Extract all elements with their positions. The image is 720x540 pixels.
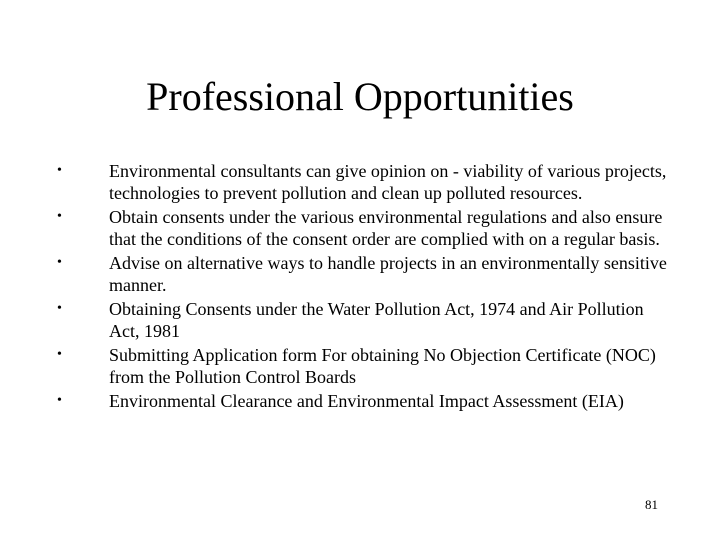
- bullet-text: Advise on alternative ways to handle projects in an environmentally sensitive manner.: [109, 253, 667, 295]
- bullet-icon: •: [57, 255, 62, 270]
- bullet-item: [57, 160, 667, 204]
- bullet-text: Environmental Clearance and Environmental Impact Assessment (EIA): [109, 391, 624, 411]
- bullet-icon: •: [57, 347, 62, 362]
- slide-title: Professional Opportunities: [146, 74, 574, 119]
- bullet-item: [57, 252, 667, 296]
- bullet-text: Obtain consents under the various environmental regulations and also ensure that the conditions of the consent order are complied with on a regular basis.: [109, 207, 663, 249]
- bullet-text: Environmental consultants can give opinion on - viability of various projects, technologies to prevent pollution and clean up polluted resources.: [109, 161, 667, 203]
- page-number: 81: [645, 497, 658, 512]
- bullet-icon: •: [57, 393, 62, 408]
- bullet-icon: •: [57, 301, 62, 316]
- bullet-item: [57, 344, 667, 388]
- bullet-item: [57, 206, 667, 250]
- bullet-item: [57, 298, 667, 342]
- bullet-text: Submitting Application form For obtaining No Objection Certificate (NOC) from the Pollution Control Boards: [109, 345, 656, 387]
- bullet-icon: •: [57, 209, 62, 224]
- bullet-icon: •: [57, 163, 62, 178]
- bullet-list: [57, 160, 667, 414]
- bullet-item: [57, 390, 667, 412]
- bullet-text: Obtaining Consents under the Water Pollution Act, 1974 and Air Pollution Act, 1981: [109, 299, 644, 341]
